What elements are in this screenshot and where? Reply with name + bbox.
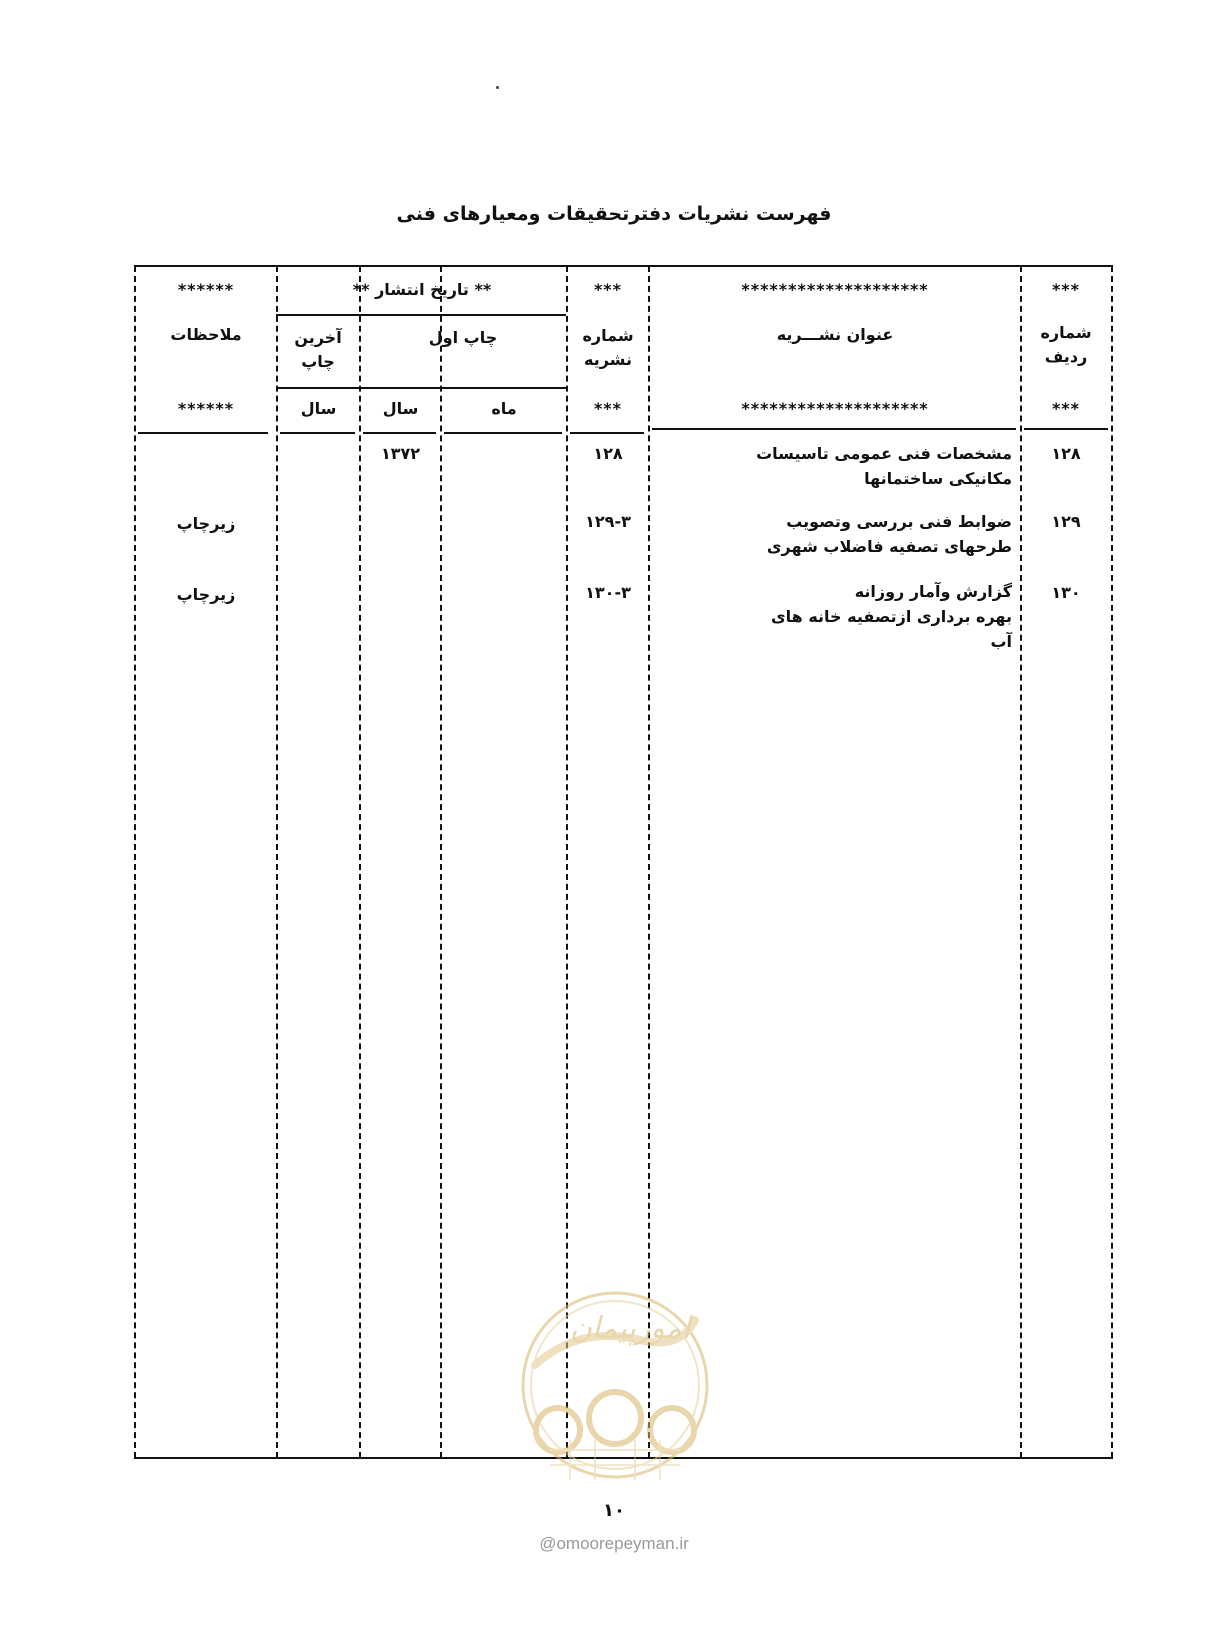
publication-title: مشخصات فنی عمومی تاسیسات مکانیکی ساختمانها <box>756 444 1012 488</box>
watermark-text: امورپیمان <box>569 1311 691 1346</box>
notes-header: ملاحظات <box>170 325 242 344</box>
watermark-logo <box>510 1280 720 1520</box>
month-header: ماه <box>491 399 517 418</box>
date-group-header: ** تاریخ انتشار ** <box>352 280 492 299</box>
year-first-header: سال <box>382 399 419 418</box>
publication-title: گزارش وآمار روزانه بهره برداری ازتصفیه خانه های آب <box>770 582 1012 651</box>
header-underline <box>280 432 355 434</box>
header-underline <box>138 432 268 434</box>
row-number: ۱۲۸ <box>1051 444 1081 463</box>
subheader-divider <box>276 387 566 389</box>
header-underline <box>652 428 1016 430</box>
row-no-stars: *** <box>1051 280 1081 299</box>
header-underline <box>570 432 644 434</box>
title-stars: ******************** <box>741 280 929 299</box>
row-number: ۱۲۹ <box>1051 512 1081 531</box>
first-print-year: ۱۳۷۲ <box>380 444 421 463</box>
row-no-stars: *** <box>1051 399 1081 418</box>
first-print-header: چاپ اول <box>428 328 498 347</box>
pub-no-stars: *** <box>593 280 623 299</box>
header-underline <box>363 432 436 434</box>
title-stars: ******************** <box>741 399 929 418</box>
speck <box>496 86 499 89</box>
publication-title: ضوابط فنی بررسی وتصویب طرحهای تصفیه فاضلاب شهری <box>766 512 1012 556</box>
column-divider <box>134 266 136 1458</box>
title-header: عنوان نشـــریه <box>776 325 894 344</box>
page-number: ۱۰ <box>603 1500 625 1521</box>
header-underline <box>444 432 562 434</box>
column-divider <box>276 266 278 1458</box>
notes-value: زیرچاپ <box>176 514 236 533</box>
row-no-header: شماره ردیف <box>1040 323 1092 366</box>
website-watermark: @omoorepeyman.ir <box>539 1534 689 1553</box>
date-group-divider <box>276 314 566 316</box>
last-print-header: آخرین چاپ <box>294 328 342 371</box>
publication-number: ۱۳۰-۳ <box>585 583 631 602</box>
header-underline <box>1024 428 1108 430</box>
column-divider <box>440 266 442 1458</box>
notes-value: زیرچاپ <box>176 585 236 604</box>
pub-no-stars: *** <box>593 399 623 418</box>
page-title: فهرست نشریات دفترتحقیقات ومعیارهای فنی <box>396 203 832 225</box>
row-number: ۱۳۰ <box>1051 583 1081 602</box>
table-top-border <box>134 265 1113 267</box>
notes-stars: ****** <box>177 399 235 418</box>
notes-stars: ****** <box>177 280 235 299</box>
year-last-header: سال <box>300 399 337 418</box>
publication-number: ۱۲۹-۳ <box>585 512 631 531</box>
column-divider <box>1111 266 1113 1458</box>
pub-no-header: شماره نشریه <box>582 326 634 369</box>
publication-number: ۱۲۸ <box>593 444 623 463</box>
